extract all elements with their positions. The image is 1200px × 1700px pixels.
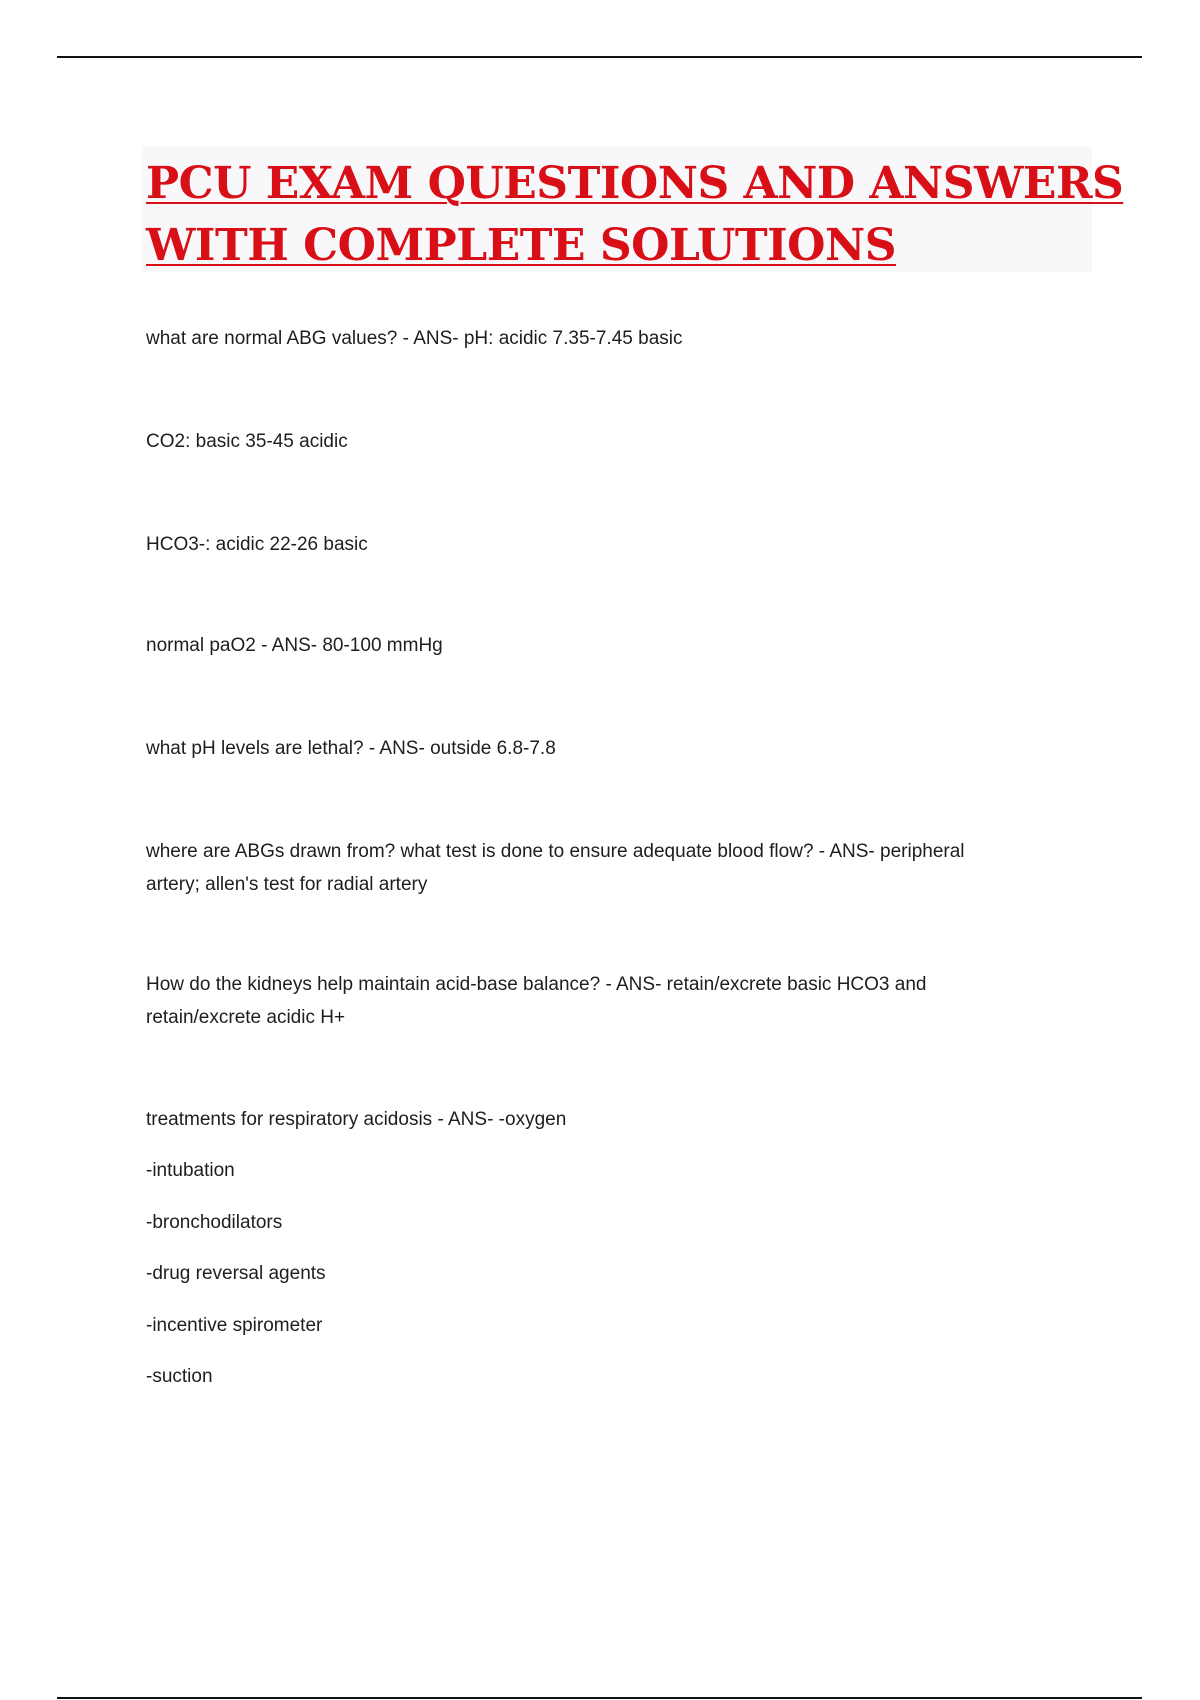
- list-item: -incentive spirometer: [146, 1315, 323, 1336]
- list-item: -bronchodilators: [146, 1212, 283, 1233]
- question-kidneys-line-2: retain/excrete acidic H+: [146, 1007, 346, 1028]
- title-line-2: WITH COMPLETE SOLUTIONS: [146, 220, 896, 271]
- list-item: -suction: [146, 1366, 213, 1387]
- list-item: -drug reversal agents: [146, 1263, 326, 1284]
- answer-co2: CO2: basic 35-45 acidic: [146, 431, 348, 452]
- question-abg-drawn-line-2: artery; allen's test for radial artery: [146, 874, 428, 895]
- question-abg-drawn-line-1: where are ABGs drawn from? what test is done to ensure adequate blood flow? - ANS- peripheral: [146, 841, 965, 862]
- top-rule: [57, 56, 1142, 58]
- question-resp-acidosis: treatments for respiratory acidosis - ANS- -oxygen: [146, 1109, 567, 1130]
- bottom-rule: [57, 1697, 1142, 1699]
- question-pao2: normal paO2 - ANS- 80-100 mmHg: [146, 635, 443, 656]
- title-line-1: PCU EXAM QUESTIONS AND ANSWERS: [146, 158, 1124, 209]
- answer-hco3: HCO3-: acidic 22-26 basic: [146, 534, 368, 555]
- document-title: [142, 146, 1124, 272]
- list-item: -intubation: [146, 1160, 235, 1181]
- question-abg-values: what are normal ABG values? - ANS- pH: acidic 7.35-7.45 basic: [146, 328, 683, 349]
- question-lethal-ph: what pH levels are lethal? - ANS- outside 6.8-7.8: [146, 738, 556, 759]
- question-kidneys-line-1: How do the kidneys help maintain acid-base balance? - ANS- retain/excrete basic HCO3 and: [146, 974, 927, 995]
